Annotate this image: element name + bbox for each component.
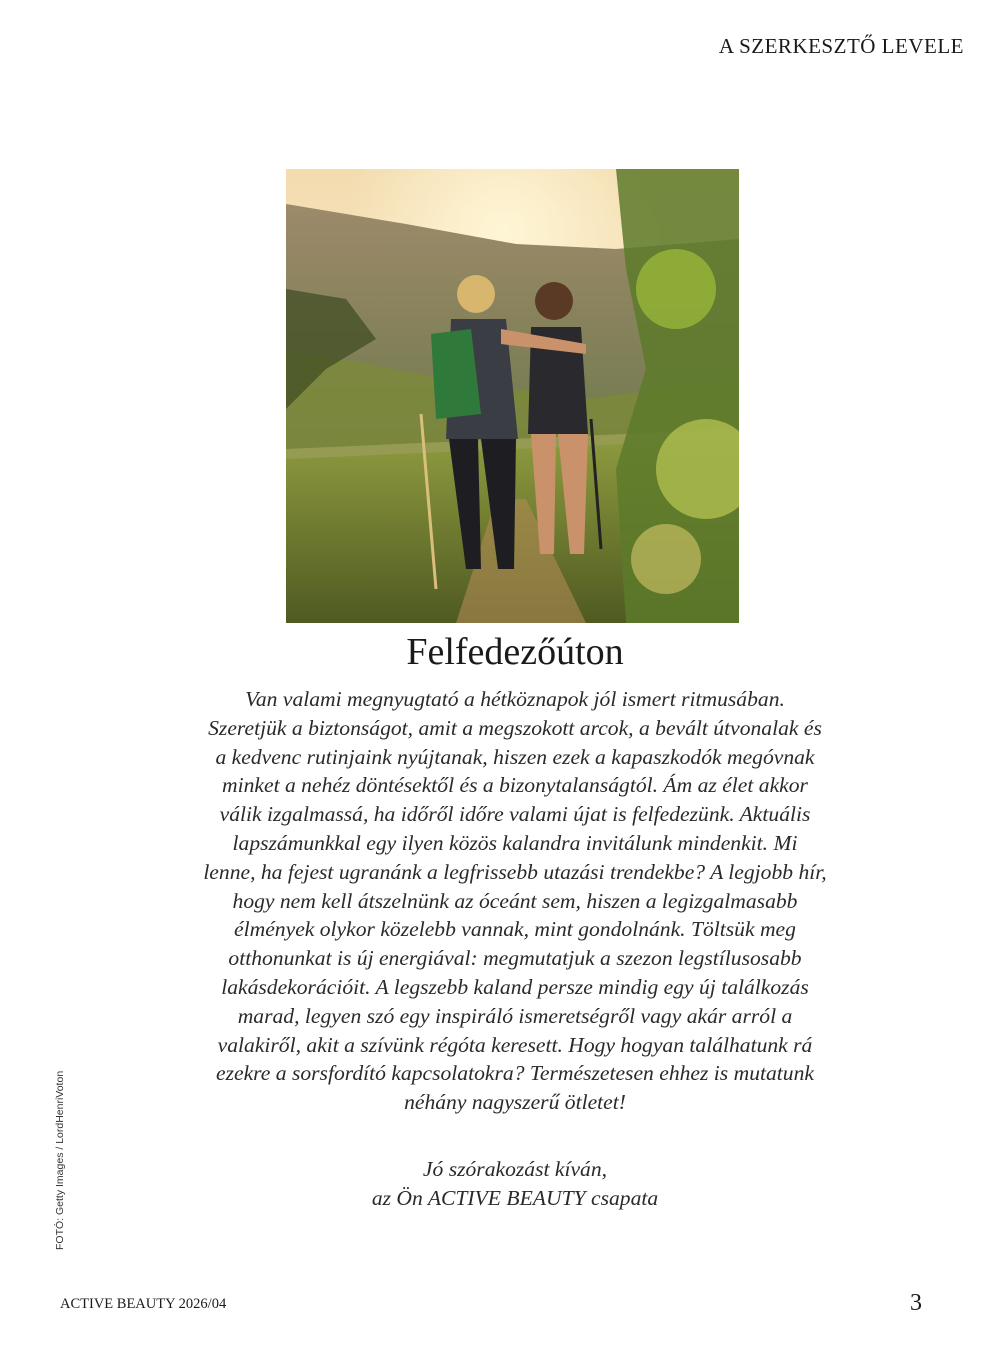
page-number: 3: [910, 1290, 922, 1316]
body-line: Szeretjük a biztonságot, amit a megszokott arcok, a bevált útvonalak és: [208, 715, 822, 740]
hero-photo: [286, 169, 739, 623]
article-body: [150, 685, 880, 1117]
body-line: néhány nagyszerű ötletet!: [404, 1090, 626, 1115]
body-line: marad, legyen szó egy inspiráló ismeretségről vagy akár arról a: [237, 1003, 793, 1028]
body-line: lapszámunkkal egy ilyen közös kalandra invitálunk mindenkit. Mi: [232, 830, 798, 855]
article-title: Felfedezőúton: [406, 631, 624, 673]
signoff-signature: az Ön ACTIVE BEAUTY csapata: [371, 1186, 659, 1210]
body-line: a kedvenc rutinjaink nyújtanak, hiszen ezek a kapaszkodók megóvnak: [215, 744, 815, 769]
body-line: válik izgalmassá, ha időről időre valami újat is felfedezünk. Aktuális: [219, 802, 811, 827]
photo-credit: FOTÓ: Getty Images / LordHenriVoton: [54, 1070, 66, 1250]
body-line: valakiről, akit a szívünk régóta keresett. Hogy hogyan találhatunk rá: [217, 1032, 813, 1057]
publication-footer: ACTIVE BEAUTY 2026/04: [60, 1296, 227, 1312]
body-line: élmények olykor közelebb vannak, mint gondolnánk. Töltsük meg: [234, 917, 796, 942]
body-line: lakásdekorációit. A legszebb kaland persze mindig egy új találkozás: [221, 974, 809, 999]
body-line: hogy nem kell átszelnünk az óceánt sem, hiszen a legizgalmasabb: [232, 888, 798, 913]
body-line: ezekre a sorsfordító kapcsolatokra? Természetesen ehhez is mutatunk: [216, 1061, 814, 1086]
hiking-photo-illustration: [286, 169, 739, 623]
signoff: [150, 1155, 880, 1213]
signoff-greeting: Jó szórakozást kíván,: [422, 1157, 608, 1181]
body-line: Van valami megnyugtató a hétköznapok jól ismert ritmusában.: [245, 687, 785, 711]
body-line: minket a nehéz döntésektől és a bizonytalanságtól. Ám az élet akkor: [222, 773, 808, 798]
body-line: otthonunkat is új energiával: megmutatjuk a szezon legstílusosabb: [228, 946, 802, 971]
section-label: A SZERKESZTŐ LEVELE: [718, 34, 964, 58]
body-line: lenne, ha fejest ugranánk a legfrissebb utazási trendekbe? A legjobb hír,: [203, 859, 827, 884]
